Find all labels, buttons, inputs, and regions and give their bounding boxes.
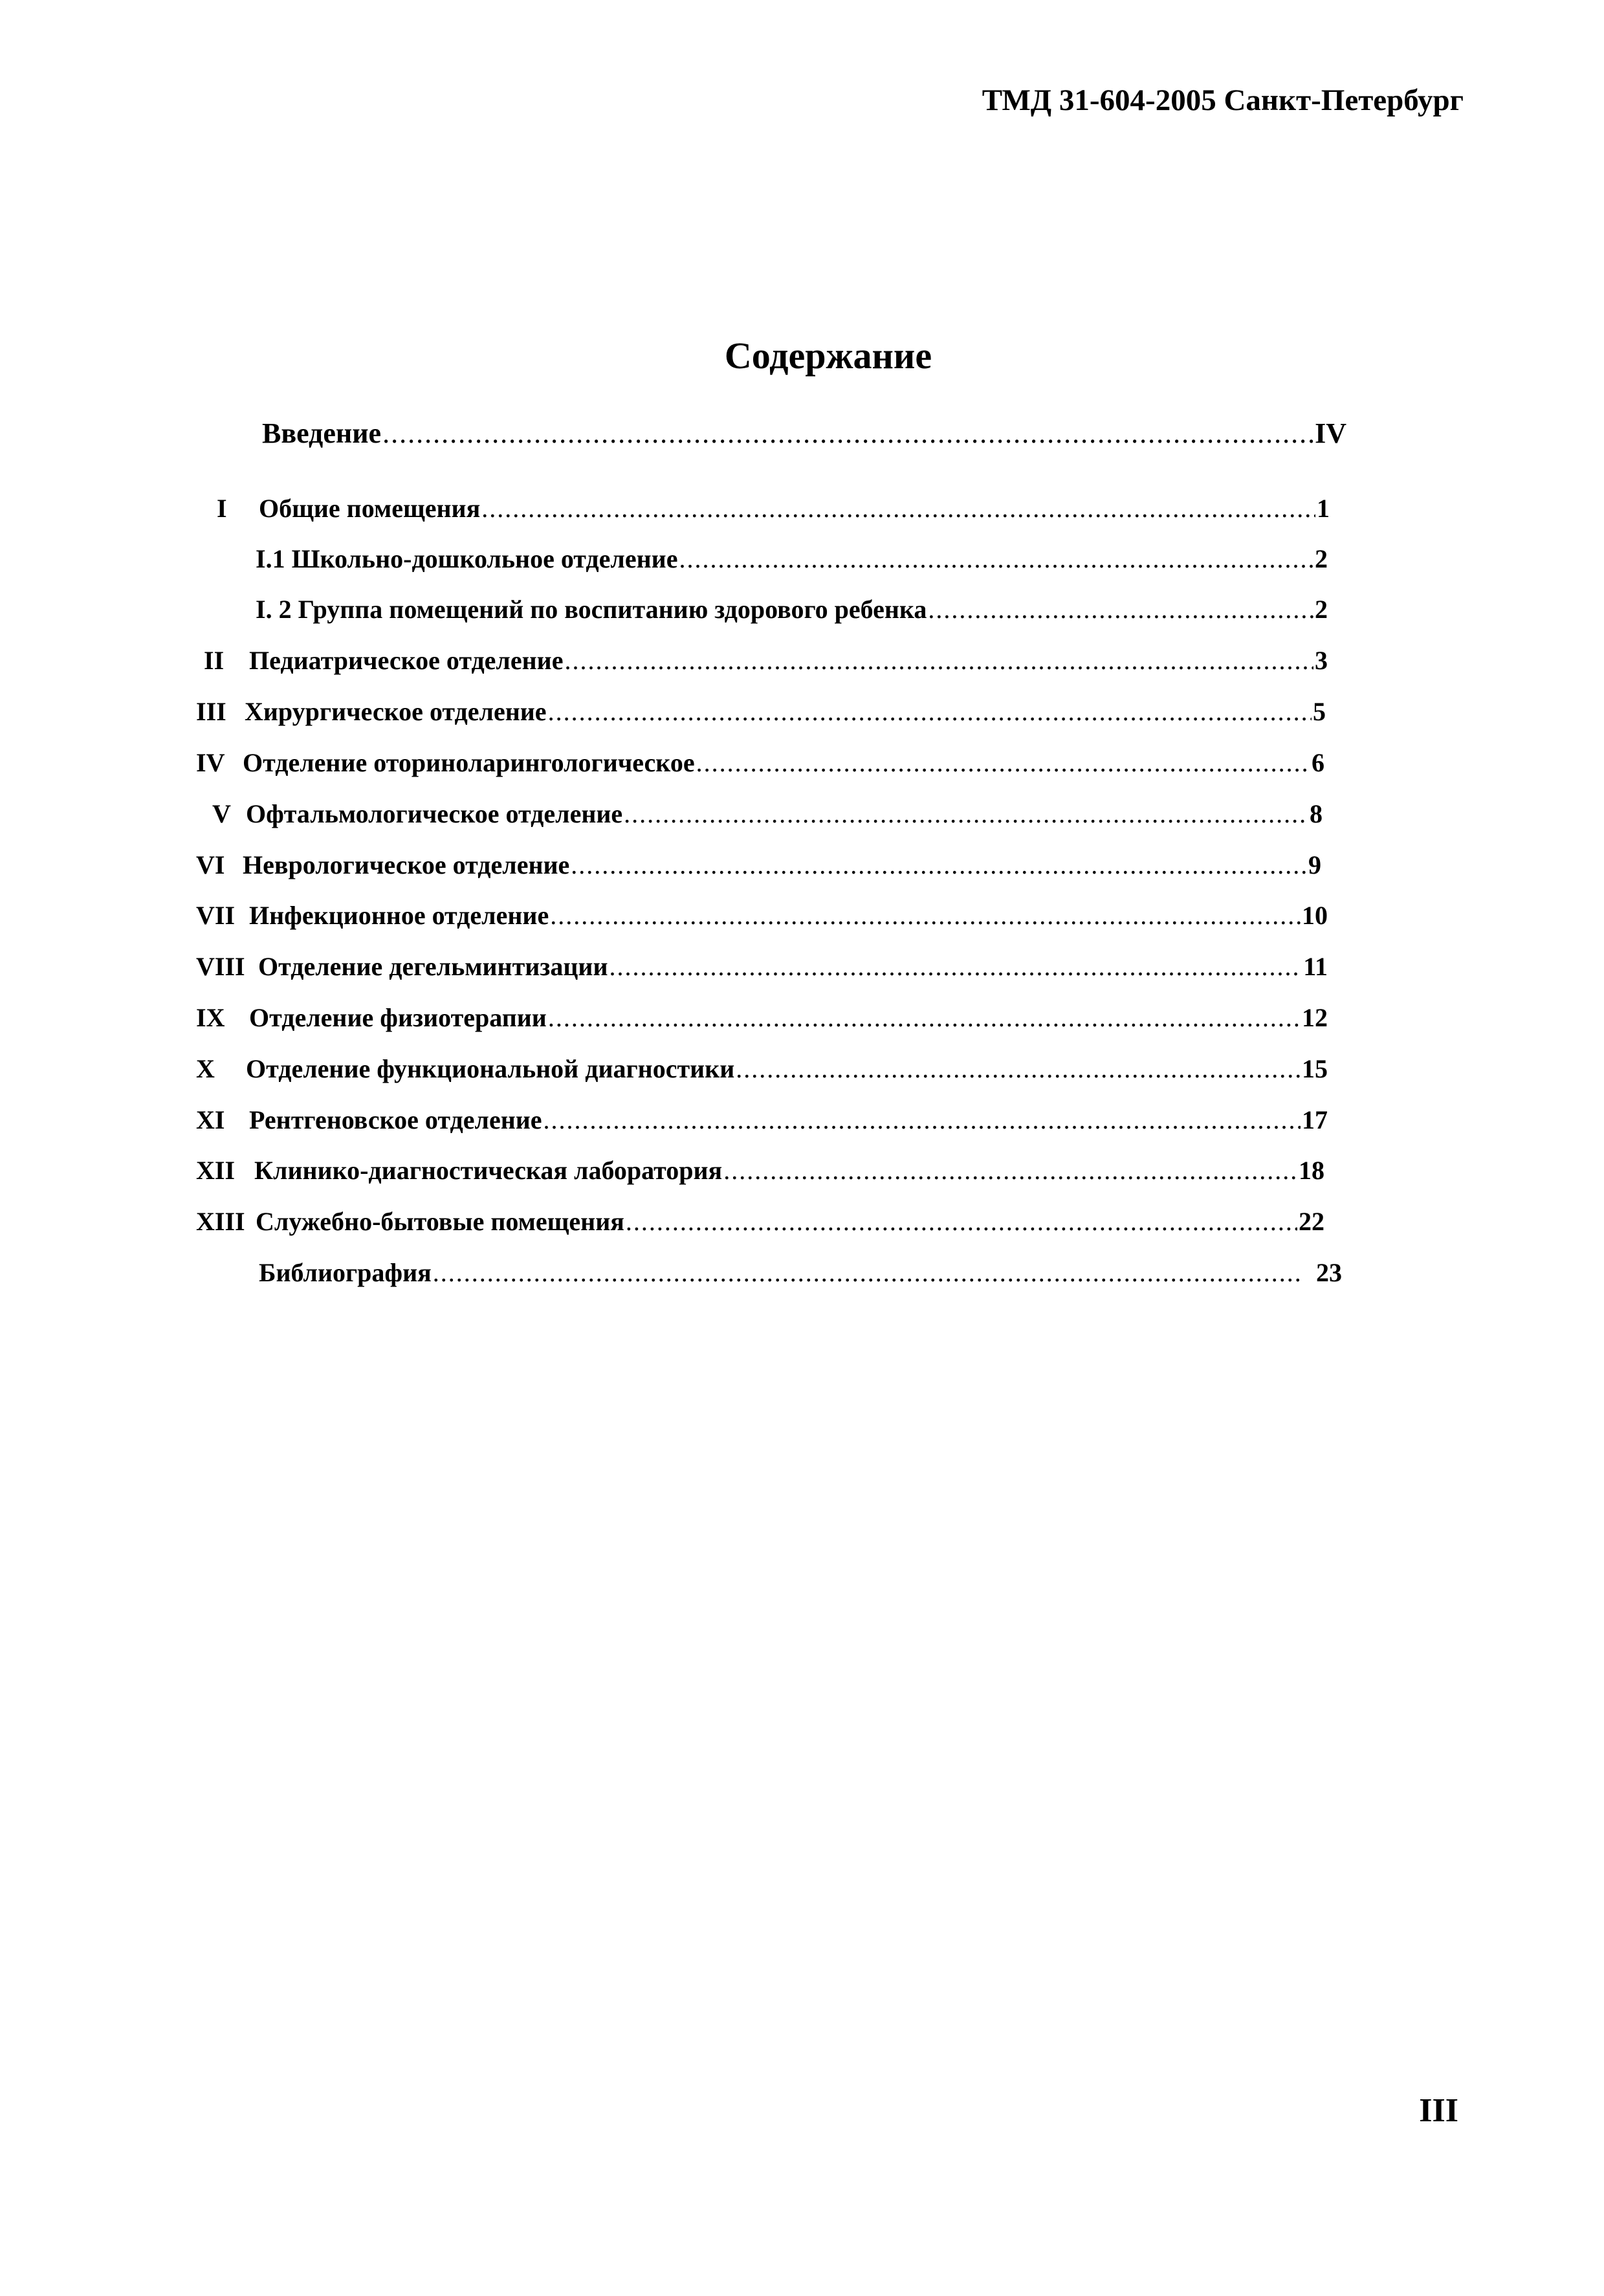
- toc-dot-leader: [679, 544, 1313, 574]
- toc-entry-number: V: [212, 799, 231, 828]
- toc-entry-label: Библиография: [259, 1258, 432, 1287]
- toc-entry-number: X: [196, 1054, 215, 1083]
- toc-entry-number: II: [204, 646, 225, 675]
- toc-entry-label: I. 2 Группа помещений по воспитанию здорового ребенка: [256, 595, 927, 624]
- toc-entry-label: Педиатрическое отделение: [249, 646, 564, 675]
- toc-entry[interactable]: [217, 493, 1330, 524]
- toc-entry-page: 15: [1302, 1054, 1328, 1083]
- toc-entry-number: I: [217, 494, 227, 523]
- toc-entry[interactable]: [196, 900, 1328, 931]
- toc-entry[interactable]: [196, 696, 1326, 727]
- toc-entry-label: Отделение функциональной диагностики: [246, 1054, 735, 1083]
- toc-entry-page: 1: [1317, 494, 1330, 523]
- toc-entry-page: 2: [1315, 595, 1328, 624]
- toc-entry-page: 22: [1299, 1207, 1324, 1236]
- toc-dot-leader: [564, 645, 1313, 676]
- toc-dot-leader: [624, 799, 1308, 829]
- toc-dot-leader: [433, 1257, 1302, 1288]
- toc-entry-page: 11: [1303, 952, 1328, 981]
- toc-dot-leader: [550, 900, 1301, 931]
- toc-entry-number: VII: [196, 901, 236, 930]
- toc-entry-page: 5: [1313, 697, 1326, 726]
- toc-entry[interactable]: [196, 1105, 1328, 1135]
- toc-dot-leader: [723, 1155, 1297, 1186]
- toc-entry-page: 8: [1310, 799, 1323, 828]
- toc-entry-page: 10: [1302, 901, 1328, 930]
- toc-entry[interactable]: [196, 1054, 1328, 1084]
- document-header: ТМД 31-604-2005 Санкт-Петербург: [982, 83, 1464, 117]
- toc-entry-number: XII: [196, 1156, 236, 1185]
- page-title: Содержание: [724, 335, 932, 377]
- toc-entry-label: Рентгеновское отделение: [249, 1105, 542, 1134]
- toc-entry-page: IV: [1315, 417, 1346, 449]
- toc-entry-number: XIII: [196, 1207, 245, 1236]
- toc-entry-label: Хирургическое отделение: [245, 697, 547, 726]
- toc-entry[interactable]: [196, 951, 1328, 982]
- toc-entry-label: Введение: [262, 417, 382, 449]
- toc-entry-page: 3: [1315, 646, 1328, 675]
- toc-entry[interactable]: [204, 645, 1328, 676]
- toc-entry[interactable]: [212, 799, 1323, 829]
- toc-dot-leader: [610, 951, 1302, 982]
- toc-entry[interactable]: [256, 544, 1328, 574]
- toc-entry-page: 6: [1312, 748, 1324, 777]
- toc-entry-number: III: [196, 697, 226, 726]
- toc-dot-leader: [696, 747, 1310, 778]
- toc-entry-label: Общие помещения: [259, 494, 481, 523]
- toc-dot-leader: [548, 1002, 1301, 1033]
- toc-entry[interactable]: [196, 1002, 1328, 1033]
- toc-entry-page: 23: [1316, 1258, 1342, 1287]
- toc-entry-label: Клинико-диагностическая лаборатория: [254, 1156, 723, 1185]
- toc-entry[interactable]: [196, 747, 1324, 778]
- toc-entry-page: 17: [1302, 1105, 1328, 1134]
- toc-entry-label: Отделение физиотерапии: [249, 1003, 547, 1032]
- toc-dot-leader: [571, 850, 1307, 880]
- toc-entry-number: IX: [196, 1003, 225, 1032]
- toc-entry-number: VI: [196, 850, 225, 879]
- toc-entry-number: IV: [196, 748, 225, 777]
- toc-entry-label: Неврологическое отделение: [243, 850, 570, 879]
- toc-entry-intro[interactable]: [262, 417, 1346, 450]
- toc-dot-leader: [548, 696, 1312, 727]
- toc-entry-label: Служебно-бытовые помещения: [256, 1207, 624, 1236]
- toc-entry-label: Отделение дегельминтизации: [258, 952, 608, 981]
- toc-entry[interactable]: [196, 850, 1321, 880]
- toc-entry[interactable]: [196, 1155, 1324, 1186]
- toc-entry-label: Офтальмологическое отделение: [246, 799, 623, 828]
- toc-dot-leader: [736, 1054, 1301, 1084]
- toc-entry[interactable]: [256, 594, 1328, 624]
- toc-entry[interactable]: [196, 1206, 1324, 1237]
- toc-dot-leader: [544, 1105, 1301, 1135]
- toc-entry-bibliography[interactable]: [259, 1257, 1342, 1288]
- toc-entry-number: XI: [196, 1105, 225, 1134]
- toc-dot-leader: [626, 1206, 1297, 1237]
- toc-dot-leader: [928, 594, 1313, 624]
- toc-entry-label: Инфекционное отделение: [249, 901, 549, 930]
- toc-dot-leader: [481, 493, 1315, 524]
- toc-entry-page: 9: [1308, 850, 1321, 879]
- toc-entry-page: 12: [1302, 1003, 1328, 1032]
- toc-entry-number: VIII: [196, 952, 245, 981]
- toc-entry-label: I.1 Школьно-дошкольное отделение: [256, 544, 678, 573]
- toc-dot-leader: [382, 417, 1313, 450]
- page-number: III: [1419, 2092, 1458, 2129]
- toc-entry-page: 18: [1299, 1156, 1324, 1185]
- toc-entry-label: Отделение оториноларингологическое: [243, 748, 695, 777]
- toc-entry-page: 2: [1315, 544, 1328, 573]
